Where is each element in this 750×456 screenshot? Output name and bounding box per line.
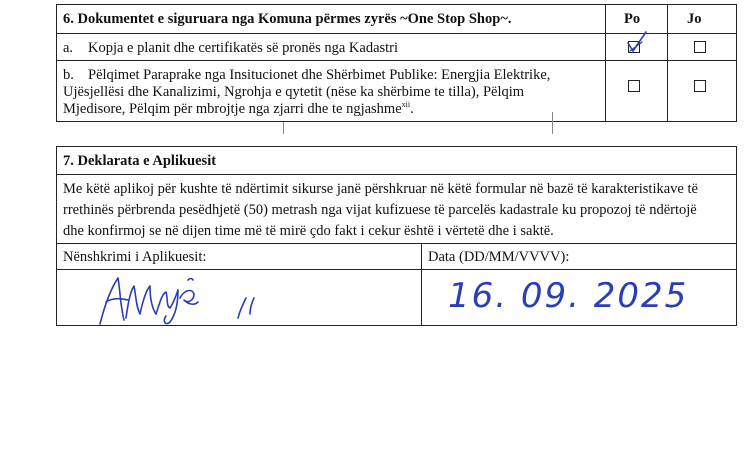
row-b-text-line1: Pëlqimet Paraprake nga Insitucionet dhe Shërbimet Publike: Energjia Elektrike, [88, 67, 551, 83]
signature-label: Nënshkrimi i Aplikuesit: [63, 249, 207, 265]
column-header-po: Po [624, 11, 641, 27]
date-label: Data (DD/MM/VVVV): [428, 249, 570, 265]
handwritten-signature [90, 268, 290, 330]
checkmark-icon [624, 29, 650, 55]
column-divider [667, 4, 668, 122]
section-6-title: 6. Dokumentet e siguruara nga Komuna përmes zyrës ~One Stop Shop~. [63, 11, 512, 27]
column-divider [605, 4, 606, 122]
date-value: 16. 09. 2025 [448, 276, 689, 316]
row-b-text-line2: Ujësjellësi dhe Kanalizimi, Ngrohja e qytetit (nëse ka shërbime te tilla), Pëlqim [63, 84, 525, 100]
declaration-text-line3: dhe konfirmoj se në dijen time më të mirë çdo fakt i cekur është i vërtetë dhe i saktë. [63, 223, 554, 239]
row-b-po-checkbox[interactable] [628, 80, 640, 92]
row-a-text: Kopja e planit dhe certifikatës së pronës nga Kadastri [88, 40, 399, 56]
row-b-letter: b. [63, 67, 74, 83]
section-7-title: 7. Deklarata e Aplikuesit [63, 153, 217, 169]
declaration-text-line1: Me këtë aplikoj për kushte të ndërtimit sikurse janë përshkruar në këtë formular në bazë të karakteristikave të [63, 181, 698, 197]
row-divider [56, 60, 737, 61]
column-header-jo: Jo [687, 11, 702, 27]
declaration-text-line2: rrethinës përbrenda pesëdhjetë (50) metrash nga vijat kufizuese të parcelës kadastrale ku propozoj të ndërtojë [63, 202, 697, 218]
scan-mark [552, 112, 553, 134]
row-a-letter: a. [63, 40, 74, 56]
row-divider [56, 174, 737, 175]
row-b-jo-checkbox[interactable] [694, 80, 706, 92]
column-divider [421, 243, 422, 326]
row-a-jo-checkbox[interactable] [694, 41, 706, 53]
row-b-text-line3: Mjedisore, Pëlqim për mbrojtje nga zjarri dhe te ngjashme$^{xii}$. [63, 100, 414, 117]
footnote-marker: xii [401, 100, 411, 110]
row-divider [56, 243, 737, 244]
scan-mark [283, 122, 284, 134]
